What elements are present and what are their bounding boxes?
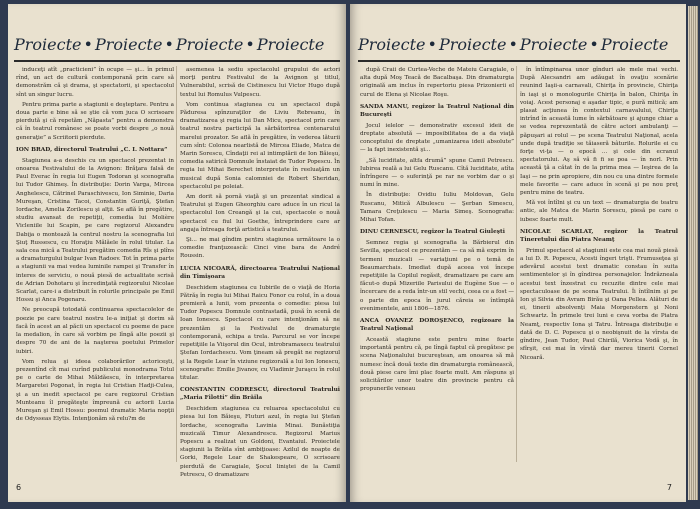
paragraph: Pentru prima parte a stagiunii e deşteptare. Pentru a doua parte e bine să se ştie că vom juca O scrisoare pierdută şi că repetăm „Năpasta” pentru a demonstra că în teatrul românesc se poate vorbi despre „o nouă generaţie” a Scriitorii pierdute. [16,101,174,141]
column-divider [176,66,177,462]
paragraph: Vom relua şi ideea colaborărilor actoriceşti, prezentînd cît mai curînd publicului monodrama Totul pe o carte de Mihai Măldăescu, în interpretarea Margaretei Pogonat, în regia lui Cristian Hadji-Culea, şi a un inedit spectacol pe care regizorul Cristian Munteanu îl pregăteşte împreună cu actorii Lucia Mureşan şi Emil Hossu: poemul dramatic Maria nopţii de Odysseas Elytis. Intenţionăm să relu?m de [16,358,174,423]
interview-heading: LUCIA NICOARĂ, directoarea Teatrului Naţional din Timişoara [180,265,340,280]
paragraph: în întîmpinarea unor gînduri ale mele mai vechi. După Alecsandri am adăugat în ovaţiu scenărie reunind Iaşii-a carnavali, Chiriţa în provincie, Chiriţa în iaşi şi o monologurile Chiriţa în balon, Chiriţa în voiaj. Acest personaj e aşadar tipic, e pură mitică; am plasat acţiunea în contextul carnavalului, Chiriţa intrînd în această lume în sărbătoare şi ajunge chiar a se vedea reprezentată de către actori ambulanţi — păpuşari ai rolul — pe scena Teatrului Naţional, acela unde după tradiţie se tăiaseră bâturile. Rolurile ei cu forţe vi-ţa — o epocă ... şi cele din ecranul spectatorului. Aş să vă fi fi se poa — în norl. Prin această ţă a cătat în de la prima mea — Ieşirea de la Iaşi — ne prin apropiere, din nou cu una dintre formele mele favorite — care aduce în scenă şi pe nou preţ pentru mine de teatru. [520,67,678,197]
paragraph: Jocul ielelor — demonstrativ excesul ideii de dreptate absolută — imposibilitatea de a da viaţă conceptului de dreptate „umanizarea ideii absolute” — la fapt inexistentă şi... [360,122,514,154]
interview-heading: CONSTANTIN CODRESCU, directorul Teatrului „Maria Filotti” din Brăila [180,387,340,402]
page-number: 7 [666,483,672,492]
banner-word: Proiecte [256,34,325,54]
text-column-1 [360,66,514,468]
banner-word: Proiecte [358,34,426,54]
interview-heading: ANCA OVANEZ DOROŞENCO, regizoare la Teatrul Naţional [360,318,514,333]
page-number: 6 [16,483,22,492]
paragraph: Vom continua stagiunea cu un spectacol după Păduresa spînzuraţilor de Liviu Rebreanu, în dramatizarea şi regia lui Dan Micu, spectacol prin care teatrul nostru participă la sărbătorirea centenarului marelui prozator. Se află în pregătire, în vederea lăturii cum sînt: Colonoa nearlistă de Mircea Eliade, Matca de Marin Sorescu, Cîndaţii rei al intimplării de Ion Băieşu, comedia satirică Domnule înstaiat de Tudor Popescu. În regia lui Mihai Berechet interpretate în reeluaţăm un musical după Sonia calomniei de Robert Sheridan, spectacolul pe poleiat. [180,101,340,190]
banner-word: Proiecte [438,34,507,54]
column-divider [516,66,517,462]
paragraph: Ne preocupă totodată continuarea spectacolelor de poezie pe care teatrul nostru le-a iniţiat şi dorim să facă în acest an al păcii un spectacol cu poeme de pace la medalion, în care să vorbim pe lîngă alte poezii şi despre 70 de ani de la naşterea poetului Primelor iubiri. [16,307,174,355]
text-column-2 [520,66,678,468]
paragraph: Semnez regia şi scenografia la Bărbierul din Sevilla, spectacol ce prezentăm — ca să mă exprim în termeni muzicali — variaţiuni pe o temă de Beaumarchais. Imediat după aceea voi începe repetiţiile la Copilul regăsit, dramatizare pe care am făcut-o după Mizeriile Parisului de Eugène Sue — o încercare de a reda într-un stil vechi, ceea ce a fost — o parte din epoca în jurul căreia se întîmplă evenimentele, anii 1806—1876. [360,240,514,312]
interview-heading: SANDA MANU, regizor la Teatrul Naţional din Bucureşti [360,103,514,118]
paragraph: Primul spectacol al stagiunii este cea mai nouă piesă a lui D. R. Popescu, Acesti îngeri trişti. Frumuseţea şi adevărul acestui text dramatic constau în suita sentimentelor şi în gîndirea personajelor. Îndrăzneala acestui text înzestrat cu recuzite dintre cele mai spectaculoase de pe scena Teatrului. Îi întîlnim şi pe Ion şi Silvia din Avram Birău şi Oana Pellea. Alături de ei, tinerii absolvenţi Maia Morgenstern şi Noni Schwartz. În primele trei luni e ceva vorba de Piatra Neamţ, respectiv Iona şi Tatru. Întreaga distribuţie e dată de D. C. Popescu şi o neobişnuit de la vîrsta de gîndire, Jean Tudor, Paul Chirilă, Viorica Vodă şi, în sfîrşit, cei mai în vîrstă dar mereu tinerii Cornel Nicoară. [520,247,678,361]
interview-heading: DINU CERNESCU, regizor la Teatrul Giuleşti [360,229,505,236]
paragraph: asemenea la sediu spectacolul grupului de actori morţi pentru Festivalul de la Avignon şi titlul, Vulnerabilul, scrisă de Cistinescu lui Victor Hugo după textul lui Romulus Vulpescu. [180,67,340,98]
paragraph: induceţi atît „practicieni” în ocupe — şi... în primul rînd, un act de cultură contemporană prin care să demonstrăm că şi drama, şi spectatorii, şi spectacolul sînt un singur lucru. [16,67,174,98]
banner-word: Proiecte [519,34,588,54]
section-banner: Proiecte • Proiecte • Proiecte • Proiecte [358,34,669,54]
paragraph: Mă voi întîlni şi cu un text — dramaturgia de teatru antic, ale Matca de Marin Sorescu, piesă pe care o iubesc foarte mult. [520,200,678,223]
interview-heading: ION BRAD, directorul Teatrului „C. I. Nottara” [16,146,168,153]
banner-word: Proiecte [14,34,82,54]
section-banner: Proiecte • Proiecte • Proiecte • Proiecte [14,34,325,54]
banner-word: Proiecte [600,34,669,54]
text-column-1 [16,66,174,468]
left-page [8,4,346,502]
banner-rule [14,60,340,62]
paragraph: „Să luciditate, altfa drumă” spune Camil Petrescu. Iubirea reală a lui Gelu Ruscanu. Cîtă luciditate, atîta înfrîngere — o suferinţă pe rar ne vorbim dar o şi numi în mine. [360,157,514,189]
paragraph: Stagiunea a-a deschis cu un spectacol prezentat in onoarea Festivalului de la Avignon: Brăţara falsă de Paul Everac în regia lui Eugen Todoran şi scenografia lui Tudor Ghimeş. În distribuţie: Dorin Varga, Mircea Anghelescu, Cătrinel Paraschivescu, Ion Siminie, Daria Mureşan, Cristina Tacoi, Constantin Guriţă, Ştefan Iordache, Amelia Zorilescu şi alţii. Se află în pregătire, studiu avansat de repetiţii, comedia lui Molière Vicleniile lui Scapin, pe care regizorul Alexandru Dabija o montează la centrul nostru la scenografia lui Şiuţ Russescu, cu Horaţiu Mălăele în rolul titular. La sala cea mică a Teatrului pregătim comedia Rîs şi plîns a dramaturgului bulgar Ivan Radoev. Tot în prima parte a stagiunii va mai vedea luminile rampei şi Transfer în interes de serviciu, o nouă piesă de actualitate scrisă de Adrian Dohotaru şi încredinţată regizorului Nicolae Scarlat, care-i a distribuit în rolurile principale pe Emil Hossu şi Anca Pogenaru. [16,157,174,304]
banner-rule [358,60,680,62]
banner-word: Proiecte [175,34,244,54]
paragraph: În distribuţie: Ovidiu Iuliu Moldovan, Gelu Ruscanu, Mitică Albulescu — Şerban Simescu, Tamara Creţulescu — Maria Simeş. Scenografia: Mihai Tofan. [360,192,514,224]
page-edges [688,6,698,500]
banner-word: Proiecte [94,34,163,54]
text-column-2 [180,66,340,478]
paragraph: Am dorit să pornă viaţă şi un prezentat sindical a Teatrului şi Eugen Gheorghiu care aduce în un ricul la spectacolul Ion Creangă şi la cui, spectacole o nouă spectacol cu fiul lui Goethe, întreprindere care ar angaja întreaga forţă artistică a teatrului. [180,194,340,233]
interview-heading: NICOLAE SCARLAT, regizor la Teatrul Tineretului din Piatra Neamţ [520,228,678,243]
paragraph: Şi... ne mai gîndim pentru stagiunea următoare la o comedie franţuzească: Cinci vine bara de André Roussin. [180,237,340,260]
right-page [350,4,686,502]
paragraph: Deschidem stagiunea cu reluarea spectacolului cu piesa lui Ion Băieşu, Fluturi azul, în regia lui Ştefan Iordache, scenografia Lavinia Minai. Bunăstiţia muzicală Timur Alexandrescu. Regizorul Marius Popescu a realizat un Goldoni, Evantaiul. Proiectele stagiunii la Brăila sînt ambiţioase: Azilul de noapte de Gorki, Regele Lear de Shakespeare, O scrisoare pierdută de Caragiale, Şocul liniştei de la Camil Petrescu, O dramatizare [180,406,340,478]
paragraph: Deschidem stagiunea cu Iubirile de o viaţă de Horia Pătrăş în regia lui Mihai Raicu Fonor cu rolul, în a doua premieră a lunii, vom prezenta o comedie: piesa lui Tudor Popescu Domnule contrastadă, pusă în scenă de Ioan Ionescu. Spectacol cu care intenţionăm să ne prezentăm şi la Festivalul de dramaturgie contemporană, echipa a trela. Parcurul se vor începe repetiţiile la Viişorul din Ocul, introbramaxecu teatrului Ştefan Iordachescu. Vom ţineam să pregăt ne regizorul şi la Regele Lear în viziune regizorală a lui Ion Ionescu, scenografie: Emilie Jivanov, cu Vladimir Juraşcu în rolul titular. [180,284,340,381]
paragraph: după Craii de Curtea-Veche de Mateiu Caragiale, o alta după Moş Teacă de Bacalbaşa. Din dramaturgia originală am inclus în repertoriu piesa Prizonierii el curul de Elena şi Nicolae Roşu. [360,67,514,98]
paragraph: Această stagiune este pentru mine foarte importantă pentru că, pe lîngă faptul că pregătesc pe scena Naţionalului bucureştean, am onoarea să mă numesc încă două texte din dramaturgia românească, două piese care îmi plac foarte mult. Am răspuns şi solicitărilor unor teatre din provincie pentru că propunerile veneau [360,337,514,393]
